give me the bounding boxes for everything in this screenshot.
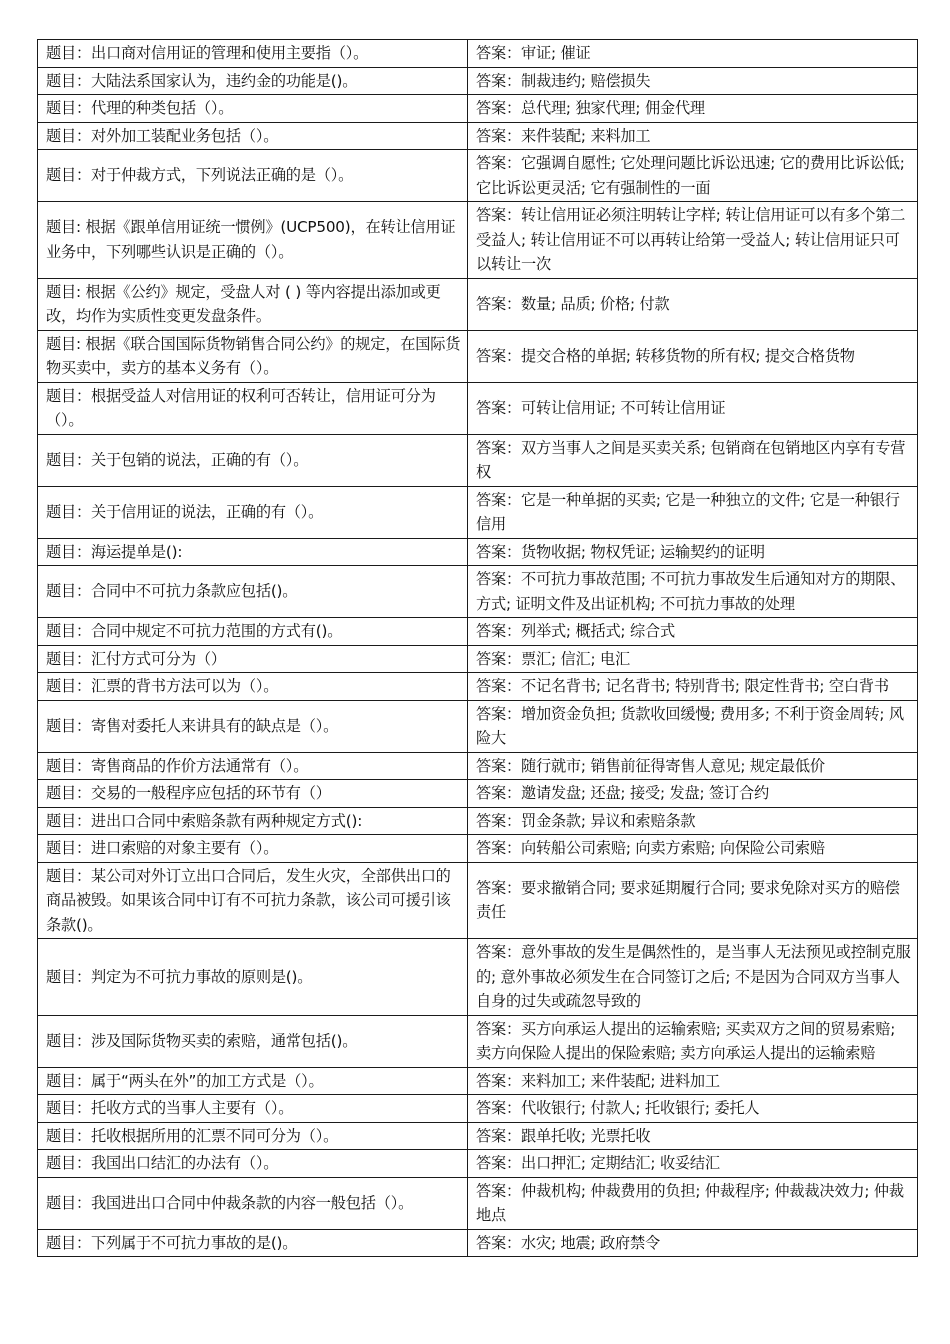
qa-row — [38, 150, 918, 202]
question-cell: 题目：对外加工装配业务包括（）。 — [38, 122, 468, 150]
qa-row — [38, 862, 918, 939]
answer-cell: 答案：转让信用证必须注明转让字样; 转让信用证可以有多个第二受益人; 转让信用证不可以再转让给第一受益人; 转让信用证只可以转让一次 — [468, 202, 918, 279]
qa-row — [38, 645, 918, 673]
answer-cell: 答案：出口押汇; 定期结汇; 收妥结汇 — [468, 1150, 918, 1178]
answer-cell: 答案：来料加工; 来件装配; 进料加工 — [468, 1067, 918, 1095]
answer-cell: 答案：数量; 品质; 价格; 付款 — [468, 278, 918, 330]
answer-cell: 答案：要求撤销合同; 要求延期履行合同; 要求免除对买方的赔偿责任 — [468, 862, 918, 939]
question-cell: 题目：根据受益人对信用证的权利可否转让，信用证可分为（）。 — [38, 382, 468, 434]
question-cell: 题目：属于“两头在外”的加工方式是（）。 — [38, 1067, 468, 1095]
question-cell: 题目：进出口合同中索赔条款有两种规定方式(): — [38, 807, 468, 835]
qa-row — [38, 1150, 918, 1178]
answer-cell: 答案：不记名背书; 记名背书; 特别背书; 限定性背书; 空白背书 — [468, 673, 918, 701]
qa-row — [38, 618, 918, 646]
qa-row — [38, 780, 918, 808]
qa-row — [38, 1122, 918, 1150]
question-cell: 题目：涉及国际货物买卖的索赔，通常包括()。 — [38, 1015, 468, 1067]
answer-cell: 答案：不可抗力事故范围; 不可抗力事故发生后通知对方的期限、方式; 证明文件及出证机构; 不可抗力事故的处理 — [468, 566, 918, 618]
qa-table — [37, 39, 918, 1257]
answer-cell: 答案：它是一种单据的买卖; 它是一种独立的文件; 它是一种银行信用 — [468, 486, 918, 538]
answer-cell: 答案：来件装配; 来料加工 — [468, 122, 918, 150]
qa-row — [38, 1177, 918, 1229]
qa-sheet — [37, 39, 917, 1257]
qa-row — [38, 40, 918, 68]
qa-row — [38, 752, 918, 780]
question-cell: 题目：托收根据所用的汇票不同可分为（）。 — [38, 1122, 468, 1150]
answer-cell: 答案：随行就市; 销售前征得寄售人意见; 规定最低价 — [468, 752, 918, 780]
qa-row — [38, 278, 918, 330]
answer-cell: 答案：邀请发盘; 还盘; 接受; 发盘; 签订合约 — [468, 780, 918, 808]
question-cell: 题目：交易的一般程序应包括的环节有（） — [38, 780, 468, 808]
question-cell: 题目：某公司对外订立出口合同后，发生火灾，全部供出口的商品被毁。如果该合同中订有不可抗力条款，该公司可援引该条款()。 — [38, 862, 468, 939]
answer-cell: 答案：代收银行; 付款人; 托收银行; 委托人 — [468, 1095, 918, 1123]
answer-cell: 答案：罚金条款; 异议和索赔条款 — [468, 807, 918, 835]
qa-row — [38, 67, 918, 95]
question-cell: 题目：寄售对委托人来讲具有的缺点是（）。 — [38, 700, 468, 752]
question-cell: 题目：汇付方式可分为（） — [38, 645, 468, 673]
question-cell: 题目: 根据《公约》规定，受盘人对 ( ) 等内容提出添加或更改，均作为实质性变更发盘条件。 — [38, 278, 468, 330]
question-cell: 题目：大陆法系国家认为，违约金的功能是()。 — [38, 67, 468, 95]
qa-row — [38, 807, 918, 835]
question-cell: 题目：代理的种类包括（）。 — [38, 95, 468, 123]
question-cell: 题目：汇票的背书方法可以为（）。 — [38, 673, 468, 701]
answer-cell: 答案：向转船公司索赔; 向卖方索赔; 向保险公司索赔 — [468, 835, 918, 863]
answer-cell: 答案：可转让信用证; 不可转让信用证 — [468, 382, 918, 434]
answer-cell: 答案：仲裁机构; 仲裁费用的负担; 仲裁程序; 仲裁裁决效力; 仲裁地点 — [468, 1177, 918, 1229]
answer-cell: 答案：双方当事人之间是买卖关系; 包销商在包销地区内享有专营权 — [468, 434, 918, 486]
qa-row — [38, 538, 918, 566]
answer-cell: 答案：水灾; 地震; 政府禁令 — [468, 1229, 918, 1257]
qa-row — [38, 202, 918, 279]
qa-row — [38, 382, 918, 434]
answer-cell: 答案：制裁违约; 赔偿损失 — [468, 67, 918, 95]
qa-row — [38, 939, 918, 1016]
answer-cell: 答案：提交合格的单据; 转移货物的所有权; 提交合格货物 — [468, 330, 918, 382]
question-cell: 题目：托收方式的当事人主要有（）。 — [38, 1095, 468, 1123]
question-cell: 题目：我国进出口合同中仲裁条款的内容一般包括（）。 — [38, 1177, 468, 1229]
qa-row — [38, 1067, 918, 1095]
qa-row — [38, 486, 918, 538]
answer-cell: 答案：它强调自愿性; 它处理问题比诉讼迅速; 它的费用比诉讼低; 它比诉讼更灵活; 它有强制性的一面 — [468, 150, 918, 202]
qa-row — [38, 835, 918, 863]
question-cell: 题目：对于仲裁方式，下列说法正确的是（）。 — [38, 150, 468, 202]
qa-row — [38, 122, 918, 150]
question-cell: 题目：合同中不可抗力条款应包括()。 — [38, 566, 468, 618]
answer-cell: 答案：票汇; 信汇; 电汇 — [468, 645, 918, 673]
qa-row — [38, 566, 918, 618]
answer-cell: 答案：总代理; 独家代理; 佣金代理 — [468, 95, 918, 123]
qa-row — [38, 1095, 918, 1123]
qa-table-body — [38, 40, 918, 1257]
question-cell: 题目: 根据《跟单信用证统一惯例》(UCP500)，在转让信用证业务中，下列哪些认识是正确的（）。 — [38, 202, 468, 279]
question-cell: 题目: 根据《联合国国际货物销售合同公约》的规定，在国际货物买卖中，卖方的基本义务有（）。 — [38, 330, 468, 382]
question-cell: 题目：合同中规定不可抗力范围的方式有()。 — [38, 618, 468, 646]
question-cell: 题目：出口商对信用证的管理和使用主要指（）。 — [38, 40, 468, 68]
qa-row — [38, 700, 918, 752]
answer-cell: 答案：列举式; 概括式; 综合式 — [468, 618, 918, 646]
answer-cell: 答案：买方向承运人提出的运输索赔; 买卖双方之间的贸易索赔; 卖方向保险人提出的保险索赔; 卖方向承运人提出的运输索赔 — [468, 1015, 918, 1067]
answer-cell: 答案：增加资金负担; 货款收回缓慢; 费用多; 不利于资金周转; 风险大 — [468, 700, 918, 752]
answer-cell: 答案：跟单托收; 光票托收 — [468, 1122, 918, 1150]
question-cell: 题目：我国出口结汇的办法有（）。 — [38, 1150, 468, 1178]
qa-row — [38, 95, 918, 123]
question-cell: 题目：海运提单是(): — [38, 538, 468, 566]
question-cell: 题目：关于信用证的说法，正确的有（）。 — [38, 486, 468, 538]
question-cell: 题目：下列属于不可抗力事故的是()。 — [38, 1229, 468, 1257]
question-cell: 题目：判定为不可抗力事故的原则是()。 — [38, 939, 468, 1016]
question-cell: 题目：进口索赔的对象主要有（）。 — [38, 835, 468, 863]
answer-cell: 答案：审证; 催证 — [468, 40, 918, 68]
question-cell: 题目：关于包销的说法，正确的有（）。 — [38, 434, 468, 486]
qa-row — [38, 330, 918, 382]
answer-cell: 答案：意外事故的发生是偶然性的，是当事人无法预见或控制克服的; 意外事故必须发生在合同签订之后; 不是因为合同双方当事人自身的过失或疏忽导致的 — [468, 939, 918, 1016]
question-cell: 题目：寄售商品的作价方法通常有（）。 — [38, 752, 468, 780]
answer-cell: 答案：货物收据; 物权凭证; 运输契约的证明 — [468, 538, 918, 566]
qa-row — [38, 1229, 918, 1257]
qa-row — [38, 434, 918, 486]
qa-row — [38, 1015, 918, 1067]
qa-row — [38, 673, 918, 701]
